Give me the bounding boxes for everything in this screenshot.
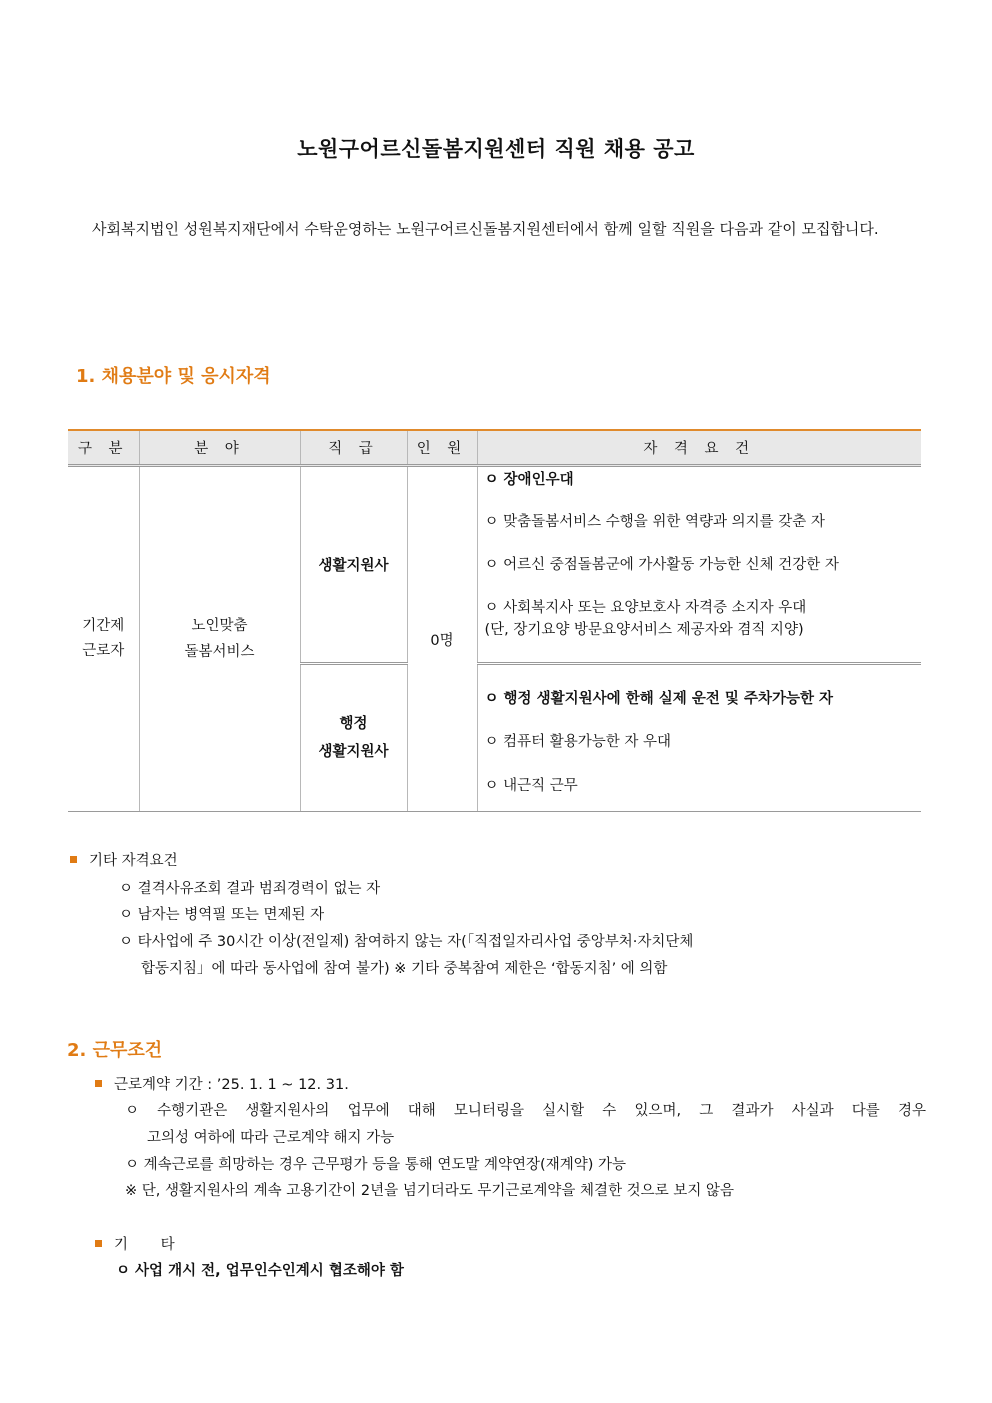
requirements-cell xyxy=(477,466,921,664)
header-category: 구 분 xyxy=(68,430,139,466)
header-rank: 직 급 xyxy=(300,430,407,466)
rank-cell: 행정 생활지원사 xyxy=(300,664,407,812)
list-item: ㅇ 사업 개시 전, 업무인수인계시 협조해야 함 xyxy=(116,1263,404,1279)
section-2-heading: 2. 근무조건 xyxy=(67,1040,163,1061)
bullet-square-icon xyxy=(95,1240,102,1247)
rank-cell: 생활지원사 xyxy=(300,466,407,664)
header-field: 분 야 xyxy=(139,430,300,466)
page-title: 노원구어르신돌봄지원센터 직원 채용 공고 xyxy=(297,137,695,161)
etc-heading: 기 타 xyxy=(95,1233,189,1254)
field-cell: 노인맞춤 돌봄서비스 xyxy=(139,466,300,812)
list-item: ※ 단, 생활지원사의 계속 고용기간이 2년을 넘기더라도 무기근로계약을 체결한 것으로 보지 않음 xyxy=(125,1183,734,1199)
intro-paragraph: 사회복지법인 성원복지재단에서 수탁운영하는 노원구어르신돌봄지원센터에서 함께 일할 직원을 다음과 같이 모집합니다. xyxy=(92,220,879,238)
table-row xyxy=(68,466,921,664)
table-header-row xyxy=(68,430,921,466)
header-requirements: 자 격 요 건 xyxy=(477,430,921,466)
requirement-item: (단, 장기요양 방문요양서비스 제공자와 겸직 지양) xyxy=(484,622,804,638)
list-item: 고의성 여하에 따라 근로계약 해지 가능 xyxy=(147,1130,395,1146)
other-qualifications-heading: 기타 자격요건 xyxy=(70,849,178,870)
requirements-cell xyxy=(477,664,921,812)
list-item: ㅇ 결격사유조회 결과 범죄경력이 없는 자 xyxy=(119,881,381,897)
requirement-item: ㅇ 행정 생활지원사에 한해 실제 운전 및 주차가능한 자 xyxy=(484,691,834,707)
contract-period-heading: 근로계약 기간 : ’25. 1. 1 ~ 12. 31. xyxy=(95,1073,349,1094)
requirement-item: ㅇ 내근직 근무 xyxy=(484,778,578,794)
headcount-cell: 0명 xyxy=(407,466,477,812)
list-item: ㅇ 계속근로를 희망하는 경우 근무평가 등을 통해 연도말 계약연장(재계약) 가능 xyxy=(125,1157,627,1173)
list-item: ㅇ 남자는 병역필 또는 면제된 자 xyxy=(119,907,325,923)
requirement-item: ㅇ 컴퓨터 활용가능한 자 우대 xyxy=(484,734,672,750)
list-item: ㅇ 타사업에 주 30시간 이상(전일제) 참여하지 않는 자(「직접일자리사업 중앙부처·자치단체 xyxy=(119,934,694,950)
section-1-heading: 1. 채용분야 및 응시자격 xyxy=(76,366,271,387)
requirement-item: ㅇ 사회복지사 또는 요양보호사 자격증 소지자 우대 xyxy=(484,600,807,616)
bullet-square-icon xyxy=(95,1080,102,1087)
header-headcount: 인 원 xyxy=(407,430,477,466)
requirement-item: ㅇ 맞춤돌봄서비스 수행을 위한 역량과 의지를 갖춘 자 xyxy=(484,514,825,530)
requirements-table xyxy=(68,429,921,812)
list-item: ㅇ 수행기관은 생활지원사의 업무에 대해 모니터링을 실시할 수 있으며, 그 결과가 사실과 다를 경우 xyxy=(125,1103,926,1119)
requirement-item: ㅇ 장애인우대 xyxy=(484,472,574,488)
list-item: 합동지침」에 따라 동사업에 참여 불가) ※ 기타 중복참여 제한은 ‘합동지침’ 에 의함 xyxy=(141,961,668,977)
bullet-square-icon xyxy=(70,856,77,863)
requirement-item: ㅇ 어르신 중점돌봄군에 가사활동 가능한 신체 건강한 자 xyxy=(484,557,839,573)
category-cell: 기간제 근로자 xyxy=(68,466,139,812)
